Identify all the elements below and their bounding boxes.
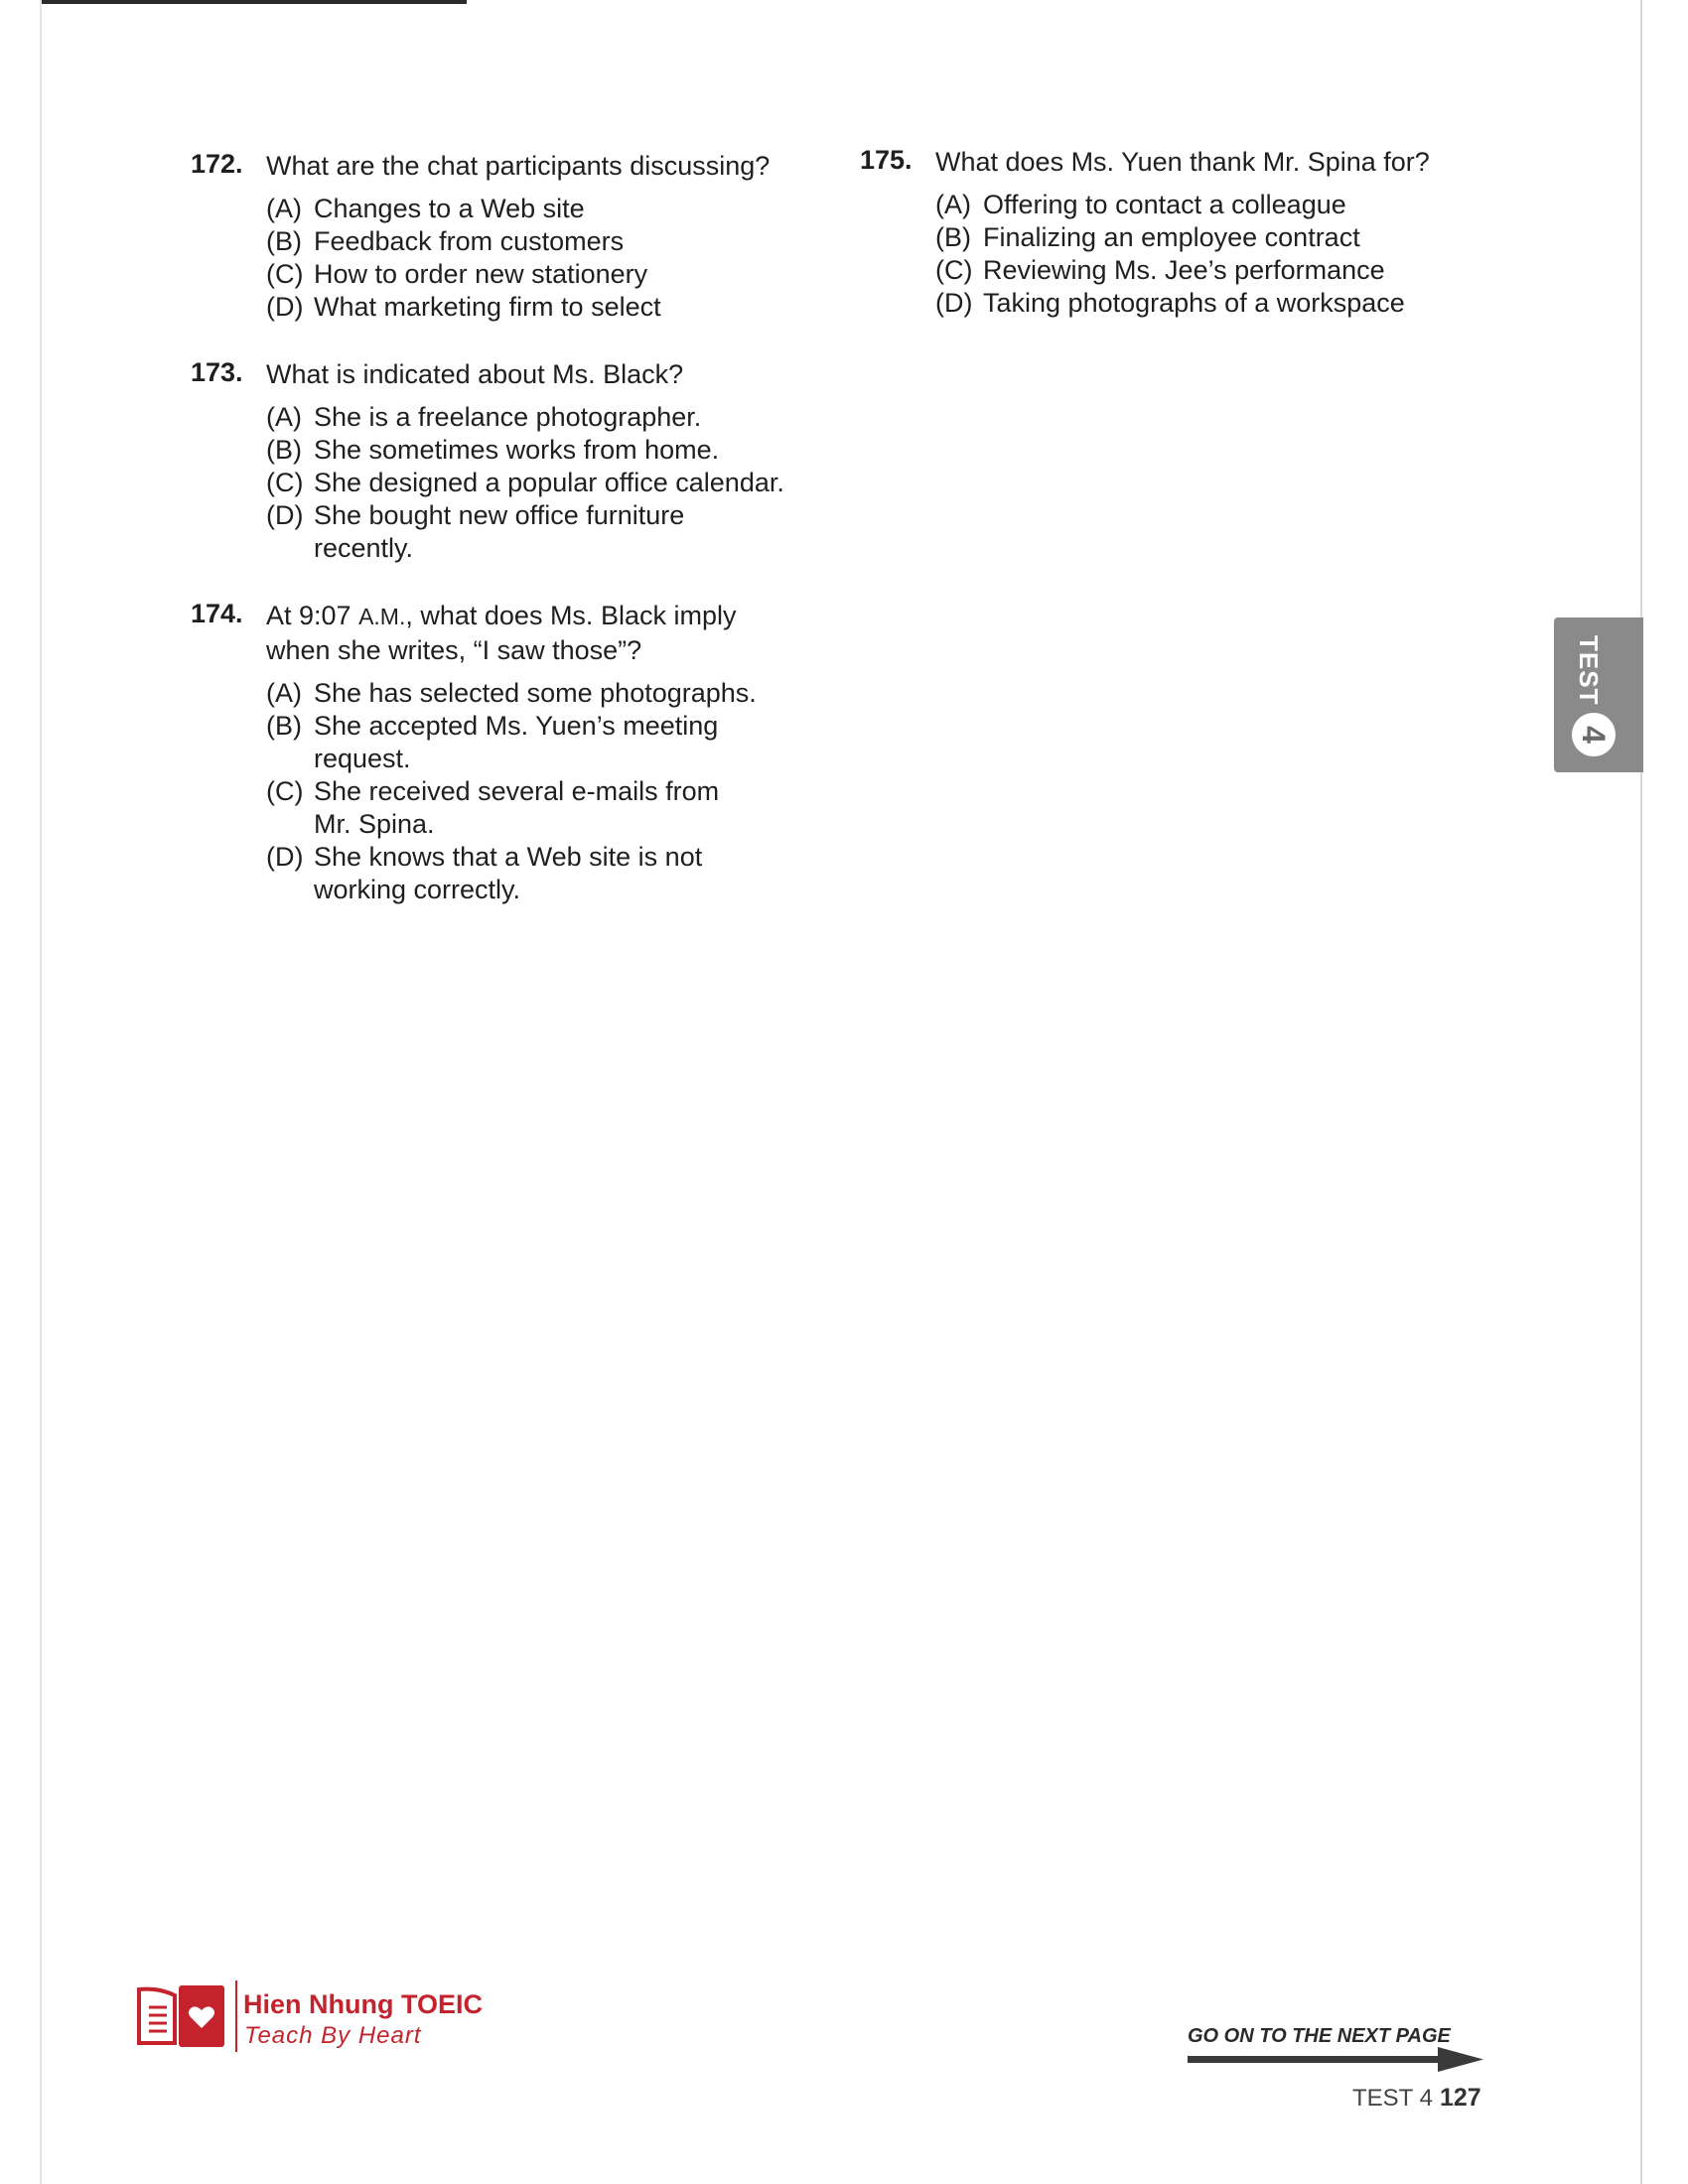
question-text: What are the chat participants discussing? bbox=[266, 151, 771, 181]
option-text: Offering to contact a colleague bbox=[983, 190, 1346, 219]
question-175 bbox=[860, 145, 1495, 320]
question-text-end: , what does Ms. Black imply when she writes, “I saw those”? bbox=[266, 601, 737, 665]
option-text: Finalizing an employee contract bbox=[983, 222, 1360, 252]
option-text: She accepted Ms. Yuen’s meeting request. bbox=[314, 711, 719, 773]
test-number-badge bbox=[1572, 713, 1616, 756]
option-text: Taking photographs of a workspace bbox=[983, 288, 1405, 318]
question-text-start: At 9:07 bbox=[266, 601, 359, 630]
question-number: 174. bbox=[191, 599, 243, 628]
option-text: Reviewing Ms. Jee’s performance bbox=[983, 255, 1385, 285]
answer-option-a[interactable] bbox=[266, 401, 826, 434]
option-letter: (D) bbox=[935, 288, 973, 318]
answer-option-c[interactable] bbox=[935, 254, 1495, 287]
option-text: She is a freelance photographer. bbox=[314, 402, 702, 432]
option-letter: (D) bbox=[266, 292, 304, 322]
right-arrow-icon bbox=[1188, 2045, 1485, 2075]
question-number: 172. bbox=[191, 149, 243, 179]
option-letter: (D) bbox=[266, 842, 304, 872]
test-tab-label: TEST bbox=[1574, 635, 1604, 706]
answer-option-c[interactable] bbox=[266, 467, 826, 499]
question-text: What is indicated about Ms. Black? bbox=[266, 359, 684, 389]
page-top-edge bbox=[40, 0, 467, 4]
right-column bbox=[860, 145, 1495, 353]
option-letter: (C) bbox=[266, 776, 304, 806]
option-text: Changes to a Web site bbox=[314, 194, 585, 223]
answer-options bbox=[266, 401, 826, 565]
answer-options bbox=[935, 189, 1495, 320]
answer-option-a[interactable] bbox=[266, 677, 826, 710]
answer-option-d[interactable] bbox=[266, 291, 826, 324]
book-heart-icon bbox=[135, 1981, 226, 2051]
question-number: 175. bbox=[860, 145, 913, 175]
option-letter: (C) bbox=[266, 259, 304, 289]
option-letter: (C) bbox=[266, 468, 304, 497]
page-left-edge bbox=[40, 0, 42, 2184]
option-text: She bought new office furniture recently. bbox=[314, 500, 685, 563]
question-number: 173. bbox=[191, 357, 243, 387]
option-text: She knows that a Web site is not working correctly. bbox=[314, 842, 703, 904]
brand-name: Hien Nhung TOEIC bbox=[243, 1989, 483, 2019]
logo-divider bbox=[235, 1980, 237, 2052]
question-172 bbox=[191, 149, 826, 324]
option-text: How to order new stationery bbox=[314, 259, 648, 289]
answer-option-d[interactable] bbox=[266, 841, 826, 906]
next-page-label: GO ON TO THE NEXT PAGE bbox=[1188, 2025, 1451, 2047]
option-letter: (A) bbox=[266, 194, 302, 223]
answer-option-b[interactable] bbox=[935, 221, 1495, 254]
answer-option-a[interactable] bbox=[935, 189, 1495, 221]
answer-option-a[interactable] bbox=[266, 193, 826, 225]
question-text: What does Ms. Yuen thank Mr. Spina for? bbox=[935, 147, 1430, 177]
option-text: What marketing firm to select bbox=[314, 292, 661, 322]
option-text: She sometimes works from home. bbox=[314, 435, 720, 465]
option-text: She has selected some photographs. bbox=[314, 678, 757, 708]
answer-option-b[interactable] bbox=[266, 225, 826, 258]
question-text bbox=[266, 599, 782, 667]
page-right-edge bbox=[1640, 0, 1642, 2184]
option-text: She received several e-mails from Mr. Spina. bbox=[314, 776, 720, 839]
answer-options bbox=[266, 677, 826, 906]
answer-option-d[interactable] bbox=[935, 287, 1495, 320]
page-number: 127 bbox=[1440, 2084, 1481, 2112]
time-of-day: A.M. bbox=[358, 604, 406, 629]
test-tab-number: 4 bbox=[1576, 726, 1613, 744]
option-letter: (A) bbox=[266, 402, 302, 432]
test-section-tab bbox=[1554, 617, 1643, 772]
answer-option-b[interactable] bbox=[266, 710, 826, 775]
answer-option-d[interactable] bbox=[266, 499, 826, 565]
option-letter: (A) bbox=[266, 678, 302, 708]
question-173 bbox=[191, 357, 826, 565]
option-text: Feedback from customers bbox=[314, 226, 625, 256]
option-letter: (D) bbox=[266, 500, 304, 530]
brand-tagline: Teach By Heart bbox=[244, 2022, 422, 2049]
option-text: She designed a popular office calendar. bbox=[314, 468, 784, 497]
option-letter: (B) bbox=[266, 226, 302, 256]
answer-option-c[interactable] bbox=[266, 775, 826, 841]
question-174 bbox=[191, 599, 826, 906]
option-letter: (A) bbox=[935, 190, 971, 219]
answer-option-b[interactable] bbox=[266, 434, 826, 467]
answer-option-c[interactable] bbox=[266, 258, 826, 291]
answer-options bbox=[266, 193, 826, 324]
option-letter: (B) bbox=[266, 711, 302, 741]
footer-test-label: TEST 4 bbox=[1352, 2085, 1433, 2112]
option-letter: (C) bbox=[935, 255, 973, 285]
left-column bbox=[191, 149, 826, 940]
option-letter: (B) bbox=[266, 435, 302, 465]
option-letter: (B) bbox=[935, 222, 971, 252]
